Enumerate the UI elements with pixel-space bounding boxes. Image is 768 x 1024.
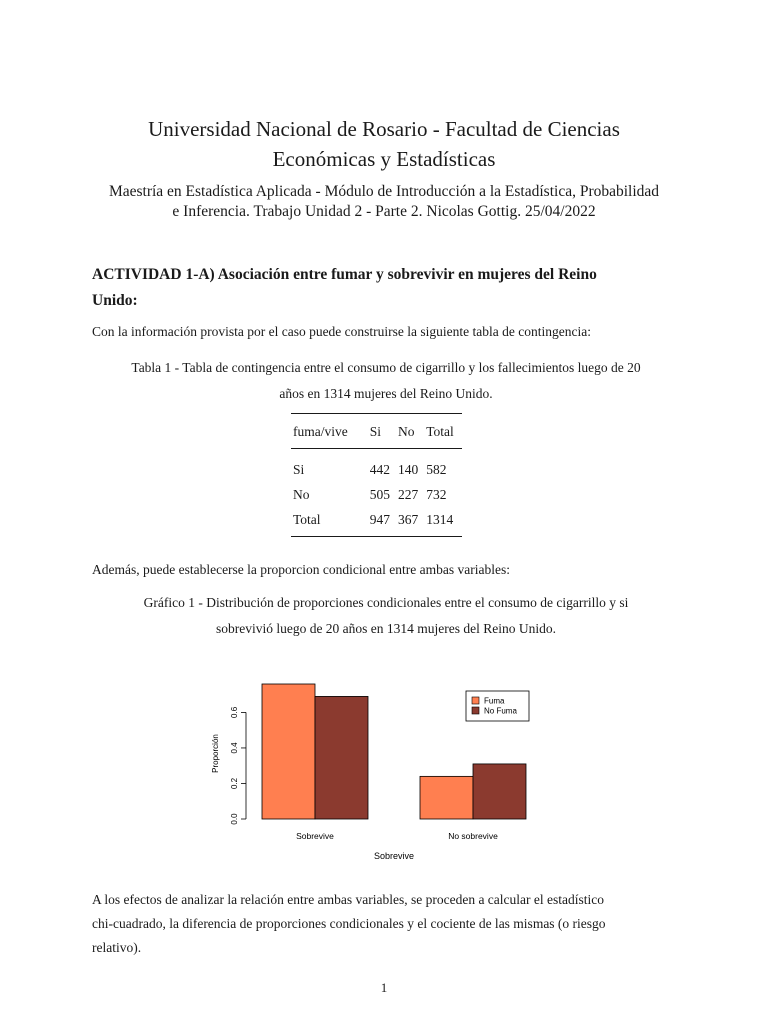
table-cell: 367 [397, 511, 419, 527]
contingency-table-container [291, 413, 462, 537]
legend-swatch [472, 707, 479, 714]
x-category-label: No sobrevive [448, 831, 498, 841]
document-title [80, 114, 688, 174]
table-header-cell: Total [426, 424, 454, 439]
table-cell: Total [293, 511, 321, 527]
closing-line-1: A los efectos de analizar la relación entre ambas variables, se proceden a calcular el estadístico [92, 892, 605, 907]
chart-legend [466, 691, 529, 721]
table-cell: 732 [426, 486, 447, 502]
table-cell: 442 [369, 461, 390, 477]
chart-caption-line-2: sobrevivió luego de 20 años en 1314 mujeres del Reino Unido. [215, 621, 557, 636]
table-cell: 582 [426, 461, 447, 477]
subtitle-line-2: e Inferencia. Trabajo Unidad 2 - Parte 2. Nicolas Gottig. 25/04/2022 [172, 203, 596, 220]
y-tick-label: 0.4 [230, 742, 239, 754]
contingency-table [291, 413, 462, 537]
y-axis-label: Proporción [211, 734, 220, 773]
table-cell: 140 [397, 461, 419, 477]
document-header [80, 114, 688, 222]
table-header-cell: fuma/vive [293, 424, 348, 439]
table-row [291, 507, 462, 537]
x-axis-label: Sobrevive [373, 851, 415, 861]
y-tick-label: 0.6 [230, 706, 239, 718]
table-row [291, 449, 462, 483]
activity-heading-line-2: Unido: [92, 292, 138, 309]
legend-swatch [472, 697, 479, 704]
proportion-bar-chart [198, 664, 548, 874]
table-header-row [291, 414, 462, 449]
subtitle-line-1: Maestría en Estadística Aplicada - Módulo de Introducción a la Estadística, Probabilidad [108, 183, 660, 200]
table-cell: 505 [369, 486, 390, 502]
table-row [291, 482, 462, 507]
closing-line-2: chi-cuadrado, la diferencia de proporciones condicionales y el cociente de las mismas (o riesgo [92, 916, 606, 931]
table-cell: 947 [369, 511, 390, 527]
table-header-cell: Si [369, 424, 381, 439]
x-axis-category-labels [296, 831, 498, 841]
legend-label: Fuma [484, 696, 505, 706]
table-caption [92, 355, 680, 407]
intro-paragraph: Con la información provista por el caso puede construirse la siguiente tabla de contingencia: [92, 324, 591, 339]
table-cell: 1314 [426, 511, 454, 527]
x-category-label: Sobrevive [296, 831, 334, 841]
chart-caption-line-1: Gráfico 1 - Distribución de proporciones condicionales entre el consumo de cigarrillo y si [143, 595, 629, 610]
legend-label: No Fuma [484, 706, 517, 716]
y-tick-label: 0.2 [230, 777, 239, 790]
table-cell: Si [293, 461, 305, 477]
bar-fuma-sobrevive [262, 684, 315, 819]
closing-paragraph [92, 888, 680, 960]
table-cell: No [293, 486, 310, 502]
bar-no-fuma-no-sobrevive [473, 764, 526, 819]
proportion-paragraph: Además, puede establecerse la proporcion condicional entre ambas variables: [92, 562, 510, 577]
activity-heading [92, 262, 680, 314]
y-tick-label: 0.0 [230, 813, 239, 825]
chart-caption [92, 590, 680, 642]
title-line-2: Económicas y Estadísticas [272, 147, 496, 171]
table-caption-line-1: Tabla 1 - Tabla de contingencia entre el consumo de cigarrillo y los fallecimientos luego de 20 [131, 360, 641, 375]
page-number: 1 [380, 980, 388, 995]
title-line-1: Universidad Nacional de Rosario - Facultad de Ciencias [148, 117, 620, 141]
table-header-cell: No [397, 424, 415, 439]
document-subtitle [80, 182, 688, 222]
table-caption-line-2: años en 1314 mujeres del Reino Unido. [279, 386, 493, 401]
bar-no-fuma-sobrevive [315, 696, 368, 819]
y-axis-ticks [230, 706, 246, 824]
closing-line-3: relativo). [92, 940, 142, 955]
bar-fuma-no-sobrevive [420, 776, 473, 819]
activity-heading-line-1: ACTIVIDAD 1-A) Asociación entre fumar y sobrevivir en mujeres del Reino [92, 266, 597, 283]
table-cell: 227 [397, 486, 419, 502]
